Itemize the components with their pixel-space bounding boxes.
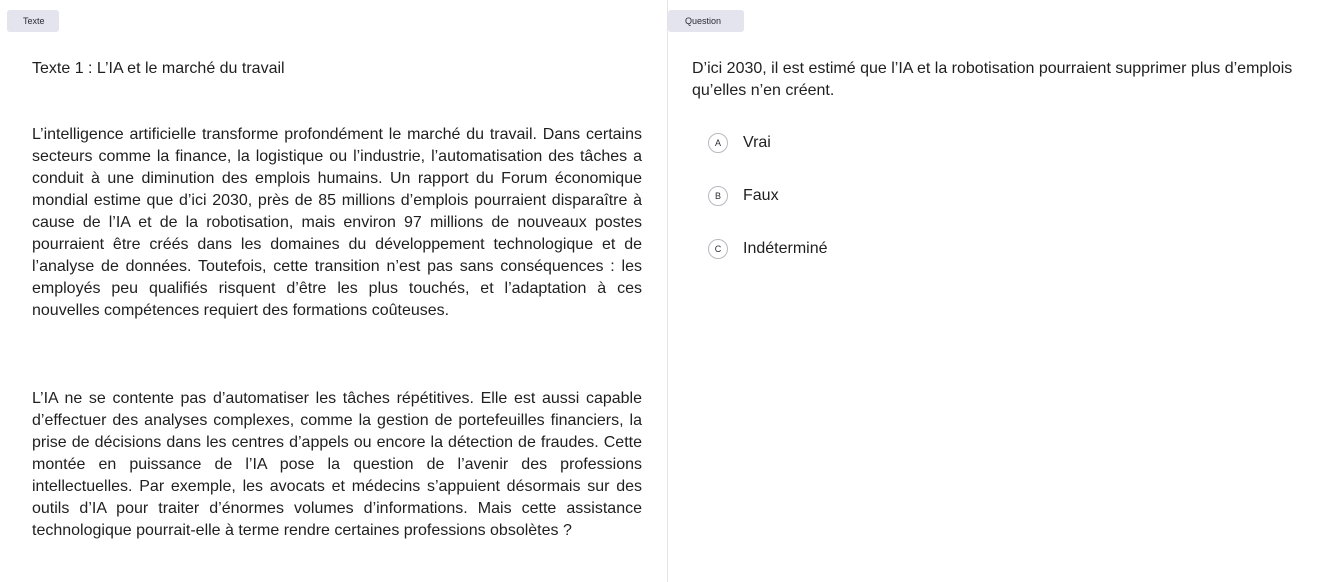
text-paragraph-2: L’IA ne se contente pas d’automatiser les tâches répétitives. Elle est aussi capable d’effectuer des analyses complexes, comme la gestion de portefeuilles financiers, la prise de décisions dans les centres d’appels ou encore la détection de fraudes. Cette montée en puissance de l’IA pose la question de l’avenir des professions intellectuelles. Par exemple, les avocats et médecins s’appuient désormais sur des outils d’IA pour traiter d’énormes volumes d’informations. Mais cette assistance technologique pourrait-elle à terme rendre certaines professions obsolètes ? xyxy=(32,390,642,539)
option-label: Indéterminé xyxy=(743,240,828,257)
question-pane xyxy=(668,0,1337,582)
option-letter-badge: C xyxy=(708,239,728,259)
answer-option-b[interactable] xyxy=(708,184,779,208)
tab-question[interactable]: Question xyxy=(668,10,744,32)
text-pane xyxy=(0,0,667,582)
answer-option-c[interactable] xyxy=(708,237,828,261)
answer-option-a[interactable] xyxy=(708,131,771,155)
tab-texte[interactable]: Texte xyxy=(7,10,59,32)
option-letter-badge: A xyxy=(708,133,728,153)
text-title: Texte 1 : L’IA et le marché du travail xyxy=(32,60,285,77)
text-paragraph-1: L’intelligence artificielle transforme profondément le marché du travail. Dans certains secteurs comme la finance, la logistique ou l’industrie, l’automatisation des tâches a conduit à une diminution des emplois humains. Un rapport du Forum économique mondial estime que d’ici 2030, près de 85 millions d’emplois pourraient disparaître à cause de l’IA et de la robotisation, mais environ 97 millions de nouveaux postes pourraient être créés dans les domaines du développement technologique et de l’analyse de données. Toutefois, cette transition n’est pas sans conséquences : les employés peu qualifiés risquent d’être les plus touchés, et l’adaptation à ces nouvelles compétences requiert des formations coûteuses. xyxy=(32,126,642,319)
option-label: Faux xyxy=(743,187,779,204)
option-label: Vrai xyxy=(743,134,771,151)
question-text: D’ici 2030, il est estimé que l’IA et la robotisation pourraient supprimer plus d’emplois qu’elles n’en créent. xyxy=(692,60,1293,99)
option-letter-badge: B xyxy=(708,186,728,206)
